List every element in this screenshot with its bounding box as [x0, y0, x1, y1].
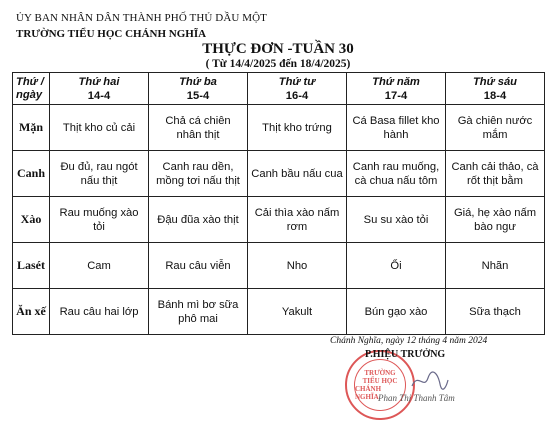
- day-name: Thứ hai: [78, 75, 120, 88]
- menu-cell: Nhãn: [446, 243, 545, 289]
- day-header-monday: [50, 73, 149, 105]
- menu-cell: Cam: [50, 243, 149, 289]
- menu-cell: Sữa thạch: [446, 289, 545, 335]
- school-name: TRƯỜNG TIỂU HỌC CHÁNH NGHĨA: [16, 28, 207, 40]
- menu-cell: Ổi: [347, 243, 446, 289]
- menu-cell: Thịt kho trứng: [248, 105, 347, 151]
- menu-cell: Canh bầu nấu cua: [248, 151, 347, 197]
- day-name: Thứ tư: [278, 75, 316, 88]
- menu-cell: Đậu đũa xào thịt: [149, 197, 248, 243]
- day-date: 18-4: [483, 89, 507, 102]
- authority-header: ỦY BAN NHÂN DÂN THÀNH PHỐ THỦ DẦU MỘT: [16, 12, 267, 24]
- row-label: Ăn xế: [13, 289, 50, 335]
- menu-cell: Giá, hẹ xào nấm bào ngư: [446, 197, 545, 243]
- day-header-thursday: [347, 73, 446, 105]
- day-header-wednesday: [248, 73, 347, 105]
- table-row-an-xe: [13, 289, 545, 335]
- footer-date-line: Chánh Nghĩa, ngày 12 tháng 4 năm 2024: [330, 336, 488, 346]
- date-range: ( Từ 14/4/2025 đến 18/4/2025): [205, 58, 351, 70]
- table-row-man: [13, 105, 545, 151]
- weekly-menu-table: [12, 72, 545, 335]
- day-header-tuesday: [149, 73, 248, 105]
- stamp-line: TRƯỜNG: [364, 368, 396, 377]
- row-label: Mặn: [13, 105, 50, 151]
- menu-cell: Rau câu hai lớp: [50, 289, 149, 335]
- school-stamp: [345, 350, 415, 420]
- menu-cell: Rau muống xào tỏi: [50, 197, 149, 243]
- menu-cell: Bánh mì bơ sữa phô mai: [149, 289, 248, 335]
- day-date: 14-4: [87, 89, 111, 102]
- table-row-laset: [13, 243, 545, 289]
- stamp-line: CHÁNH NGHĨA: [355, 385, 382, 402]
- menu-cell: Canh rau muống, cà chua nấu tôm: [347, 151, 446, 197]
- day-name: Thứ năm: [372, 75, 420, 88]
- menu-cell: Yakult: [248, 289, 347, 335]
- signature-scribble: [410, 370, 450, 392]
- menu-cell: Chả cá chiên nhân thịt: [149, 105, 248, 151]
- row-label: Xào: [13, 197, 50, 243]
- day-header-friday: [446, 73, 545, 105]
- menu-cell: Canh cải thảo, cà rốt thịt bằm: [446, 151, 545, 197]
- menu-cell: Cá Basa fillet kho hành: [347, 105, 446, 151]
- table-row-canh: [13, 151, 545, 197]
- menu-cell: Cải thìa xào nấm rơm: [248, 197, 347, 243]
- corner-label-bottom: ngày: [16, 89, 43, 101]
- menu-cell: Su su xào tỏi: [347, 197, 446, 243]
- signer-name: Phan Thị Thanh Tâm: [378, 393, 455, 403]
- menu-cell: Nho: [248, 243, 347, 289]
- table-header-row: [13, 73, 545, 105]
- stamp-inner-ring: [354, 359, 406, 411]
- row-label: Canh: [13, 151, 50, 197]
- menu-cell: Bún gạo xào: [347, 289, 446, 335]
- page-title: THỰC ĐƠN -TUẦN 30: [202, 41, 354, 57]
- menu-cell: Gà chiên nước mắm: [446, 105, 545, 151]
- corner-label-top: Thứ /: [16, 76, 44, 88]
- menu-cell: Canh rau dền, mồng tơi nấu thịt: [149, 151, 248, 197]
- menu-cell: Đu đủ, rau ngót nấu thịt: [50, 151, 149, 197]
- corner-cell: [13, 73, 50, 105]
- day-date: 15-4: [186, 89, 210, 102]
- day-name: Thứ ba: [179, 75, 217, 88]
- menu-cell: Rau câu viễn: [149, 243, 248, 289]
- row-label: Lasét: [13, 243, 50, 289]
- day-name: Thứ sáu: [472, 75, 518, 88]
- menu-cell: Thịt kho củ cải: [50, 105, 149, 151]
- stamp-line: TIỂU HỌC: [362, 376, 398, 385]
- day-date: 16-4: [285, 89, 309, 102]
- table-row-xao: [13, 197, 545, 243]
- day-date: 17-4: [384, 89, 408, 102]
- signatory-role: P.HIỆU TRƯỞNG: [365, 349, 446, 360]
